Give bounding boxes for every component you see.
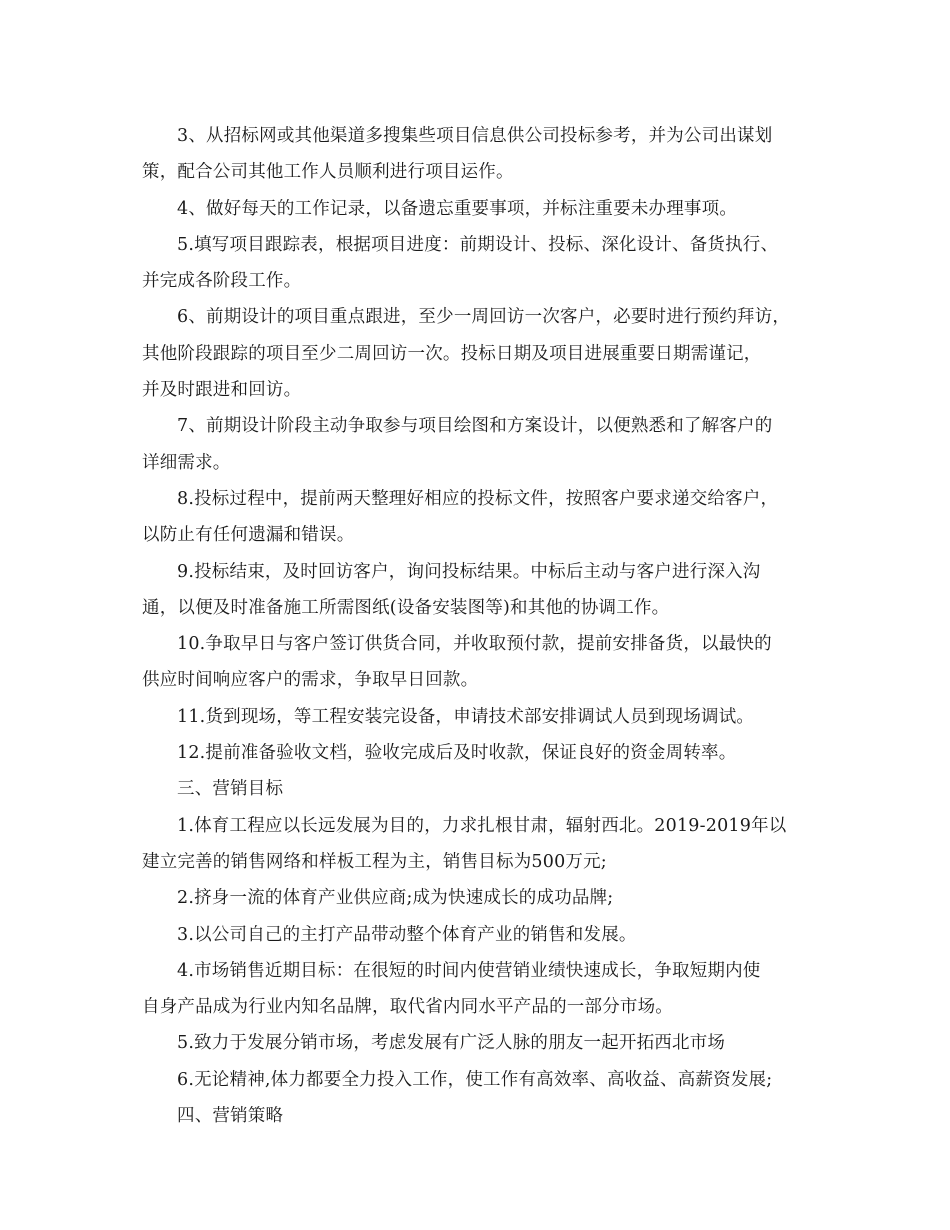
paragraph-continuation-line: 其他阶段跟踪的项目至少二周回访一次。投标日期及项目进展重要日期需谨记， bbox=[142, 343, 762, 364]
paragraph-first-line: 四、营销策略 bbox=[177, 1106, 284, 1127]
paragraph-first-line: 1.体育工程应以长远发展为目的，力求扎根甘肃，辐射西北。2019-2019年以 bbox=[177, 815, 787, 836]
paragraph-first-line: 4.市场销售近期目标：在很短的时间内使营销业绩快速成长，争取短期内使 bbox=[177, 960, 761, 981]
paragraph-first-line: 11.货到现场，等工程安装完设备，申请技术部安排调试人员到现场调试。 bbox=[177, 706, 755, 727]
document-body bbox=[142, 118, 814, 1134]
paragraph-continuation-line: 并及时跟进和回访。 bbox=[142, 380, 302, 401]
paragraph-continuation-line: 供应时间响应客户的需求，争取早日回款。 bbox=[142, 670, 479, 691]
paragraph-first-line: 10.争取早日与客户签订供货合同，并收取预付款，提前安排备货，以最快的 bbox=[177, 634, 772, 655]
paragraph-first-line: 6.无论精神,体力都要全力投入工作，使工作有高效率、高收益、高薪资发展; bbox=[177, 1069, 773, 1090]
paragraph-first-line: 3.以公司自己的主打产品带动整个体育产业的销售和发展。 bbox=[177, 924, 637, 945]
paragraph-first-line: 6、前期设计的项目重点跟进，至少一周回访一次客户，必要时进行预约拜访， bbox=[177, 307, 791, 328]
paragraph-first-line: 2.挤身一流的体育产业供应商;成为快速成长的成功品牌; bbox=[177, 888, 614, 909]
paragraph-continuation-line: 详细需求。 bbox=[142, 452, 231, 473]
paragraph-continuation-line: 并完成各阶段工作。 bbox=[142, 271, 302, 292]
paragraph-first-line: 7、前期设计阶段主动争取参与项目绘图和方案设计，以便熟悉和了解客户的 bbox=[177, 416, 773, 437]
paragraph-continuation-line: 以防止有任何遗漏和错误。 bbox=[142, 525, 355, 546]
paragraph-first-line: 8.投标过程中，提前两天整理好相应的投标文件，按照客户要求递交给客户， bbox=[177, 488, 779, 509]
paragraph-continuation-line: 自身产品成为行业内知名品牌，取代省内同水平产品的一部分市场。 bbox=[142, 997, 673, 1018]
paragraph-first-line: 9.投标结束，及时回访客户，询问投标结果。中标后主动与客户进行深入沟 bbox=[177, 561, 761, 582]
paragraph-first-line: 4、做好每天的工作记录，以备遗忘重要事项，并标注重要未办理事项。 bbox=[177, 198, 738, 219]
paragraph-continuation-line: 通，以便及时准备施工所需图纸(设备安装图等)和其他的协调工作。 bbox=[142, 597, 670, 618]
paragraph-first-line: 5.致力于发展分销市场，考虑发展有广泛人脉的朋友一起开拓西北市场 bbox=[177, 1033, 726, 1054]
paragraph-first-line: 3、从招标网或其他渠道多搜集些项目信息供公司投标参考，并为公司出谋划 bbox=[177, 126, 773, 146]
paragraph-continuation-line: 建立完善的销售网络和样板工程为主，销售目标为500万元; bbox=[142, 851, 607, 872]
paragraph-first-line: 5.填写项目跟踪表，根据项目进度：前期设计、投标、深化设计、备货执行、 bbox=[177, 234, 779, 255]
paragraph-continuation-line: 策，配合公司其他工作人员顺利进行项目运作。 bbox=[142, 162, 514, 183]
paragraph-first-line: 三、营销目标 bbox=[177, 779, 284, 800]
paragraph-first-line: 12.提前准备验收文档，验收完成后及时收款，保证良好的资金周转率。 bbox=[177, 743, 737, 764]
